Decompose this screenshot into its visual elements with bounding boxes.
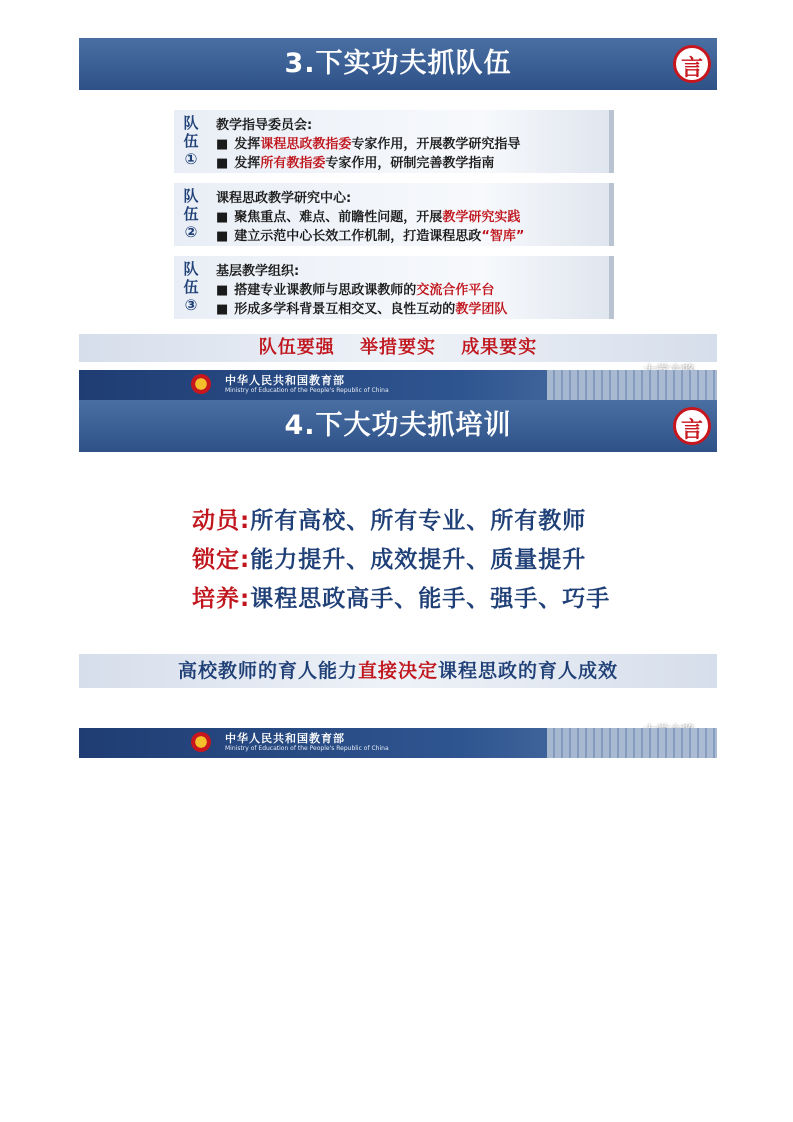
ministry-name-cn: 中华人民共和国教育部: [225, 732, 345, 745]
national-emblem-icon: [191, 732, 211, 752]
bullet-square-icon: ■: [216, 229, 229, 244]
logo-glyph: 言: [680, 417, 703, 443]
slide-4: [79, 400, 717, 758]
slide-3: [79, 38, 717, 400]
title-bar: [79, 400, 717, 452]
national-emblem-icon: [191, 374, 211, 394]
team-badge: 队 伍 ①: [183, 114, 199, 168]
slide-title: 3.下实功夫抓队伍: [284, 48, 512, 79]
bullet-item: ■ 发挥课程思政教指委专家作用，开展教学研究指导: [216, 137, 521, 152]
team-group-3: [174, 256, 614, 319]
university-logo-icon: [673, 45, 711, 83]
conclusion-text: 高校教师的育人能力直接决定课程思政的育人成效: [177, 660, 619, 682]
bullet-square-icon: ■: [216, 283, 229, 298]
training-line: 动员:所有高校、所有专业、所有教师: [192, 508, 587, 534]
bullet-item: ■ 搭建专业课教师与思政课教师的交流合作平台: [216, 283, 495, 298]
slogan-text: 队伍要强 举措要实 成果要实: [258, 337, 538, 358]
bullet-item: ■ 聚焦重点、难点、前瞻性问题，开展教学研究实践: [216, 210, 521, 225]
team-badge: 队 伍 ③: [183, 260, 199, 314]
ministry-footer: [79, 728, 717, 758]
training-line: 培养:课程思政高手、能手、强手、巧手: [192, 586, 611, 612]
conclusion-bar: [79, 654, 717, 688]
bullet-item: ■ 形成多学科背景互相交叉、良性互动的教学团队: [216, 302, 508, 317]
training-lines: [192, 502, 610, 619]
bullet-square-icon: ■: [216, 302, 229, 317]
training-line: 锁定:能力提升、成效提升、质量提升: [192, 547, 587, 573]
team-group-1: [174, 110, 614, 173]
university-logo-icon: [673, 407, 711, 445]
ministry-name-en: Ministry of Education of the People's Republic of China: [225, 387, 389, 394]
title-bar: [79, 38, 717, 90]
ministry-name-cn: 中华人民共和国教育部: [225, 374, 345, 387]
slogan-bar: [79, 334, 717, 362]
bullet-square-icon: ■: [216, 156, 229, 171]
ministry-footer: [79, 370, 717, 400]
logo-glyph: 言: [680, 55, 703, 81]
bullet-square-icon: ■: [216, 137, 229, 152]
slide-title: 4.下大功夫抓培训: [284, 410, 512, 441]
building-image: [547, 728, 717, 758]
team-badge: 队 伍 ②: [183, 187, 199, 241]
group-heading: 基层教学组织:: [216, 264, 300, 279]
building-image: [547, 370, 717, 400]
group-heading: 教学指导委员会:: [216, 118, 313, 133]
group-heading: 课程思政教学研究中心:: [216, 191, 352, 206]
bullet-item: ■ 建立示范中心长效工作机制，打造课程思政“智库”: [216, 229, 525, 244]
team-group-2: [174, 183, 614, 246]
bullet-square-icon: ■: [216, 210, 229, 225]
bullet-item: ■ 发挥所有教指委专家作用，研制完善教学指南: [216, 156, 495, 171]
ministry-name-en: Ministry of Education of the People's Republic of China: [225, 745, 389, 752]
